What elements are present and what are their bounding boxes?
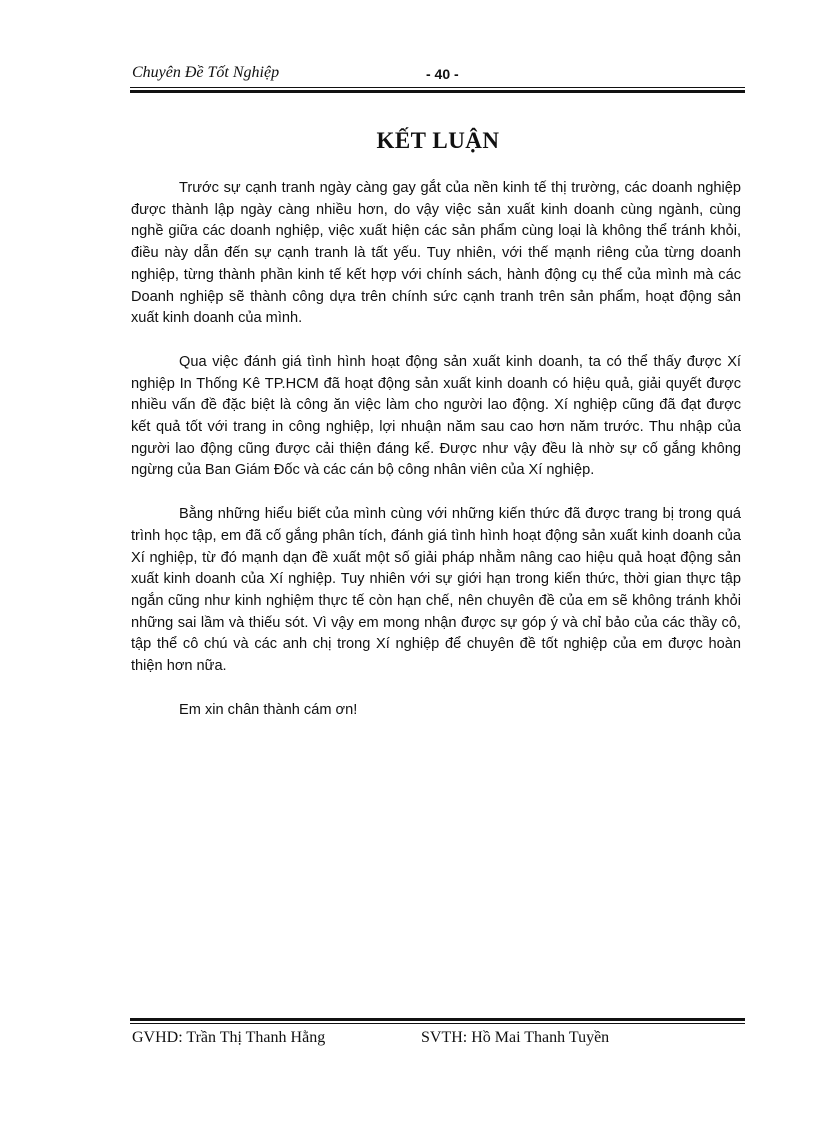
document-title: KẾT LUẬN [376, 128, 500, 153]
footer-rule-thin [130, 1023, 745, 1024]
paragraph-3: Bằng những hiểu biết của mình cùng với những kiến thức đã được trang bị trong quá trình học tập, em đã cố gắng phân tích, đánh giá tình hình hoạt động sản xuất kinh doanh của Xí nghiệp, từ đó mạnh dạn đề xuất một số giải pháp nhằm nâng cao hiệu quả hoạt động sản xuất kinh doanh của Xí nghiệp. Tuy nhiên với sự giới hạn trong kiến thức, thời gian thực tập ngắn cũng như kinh nghiệm thực tế còn hạn chế, nên chuyên đề của em sẽ không tránh khỏi những sai lầm và thiếu sót. Vì vậy em mong nhận được sự góp ý và chỉ bảo của các thầy cô, tập thể cô chú và các anh chị trong Xí nghiệp để chuyên đề tốt nghiệp của em được hoàn thiện hơn nữa. [131, 506, 741, 675]
footer-rule-thick [130, 1018, 745, 1021]
page-number: - 40 - [426, 66, 459, 82]
header-title: Chuyên Đề Tốt Nghiệp [132, 64, 280, 81]
advisor-name: GVHD: Trần Thị Thanh Hằng [132, 1029, 326, 1046]
document-body [131, 178, 741, 743]
student-name: SVTH: Hồ Mai Thanh Tuyền [421, 1029, 610, 1046]
paragraph-4: Em xin chân thành cám ơn! [179, 701, 358, 718]
header-rule-thin [130, 87, 745, 88]
header-rule-thick [130, 90, 745, 93]
paragraph-1: Trước sự cạnh tranh ngày càng gay gắt của nền kinh tế thị trường, các doanh nghiệp được thành lập ngày càng nhiều hơn, do vậy việc sản xuất kinh doanh cùng ngành, cùng nghề giữa các doanh nghiệp, việc xuất hiện các sản phẩm cùng loại là không thể tránh khỏi, điều này dẫn đến sự cạnh tranh là tất yếu. Tuy nhiên, với thế mạnh riêng của từng doanh nghiệp, từng thành phần kinh tế kết hợp với chính sách, hành động cụ thể của mình mà các Doanh nghiệp sẽ thành công dựa trên chính sức cạnh tranh trên sản phẩm, hoạt động sản xuất kinh doanh của mình. [131, 180, 741, 327]
paragraph-2: Qua việc đánh giá tình hình hoạt động sản xuất kinh doanh, ta có thể thấy được Xí nghiệp In Thống Kê TP.HCM đã hoạt động sản xuất kinh doanh có hiệu quả, giải quyết được nhiều vấn đề đặc biệt là công ăn việc làm cho người lao động. Xí nghiệp cũng đã đạt được kết quả tốt với trang in công nghiệp, lợi nhuận năm sau cao hơn năm trước. Thu nhập của người lao động cũng được cải thiện đáng kể. Được như vậy đều là nhờ sự cố gắng không ngừng của Ban Giám Đốc và các cán bộ công nhân viên của Xí nghiệp. [131, 353, 741, 479]
